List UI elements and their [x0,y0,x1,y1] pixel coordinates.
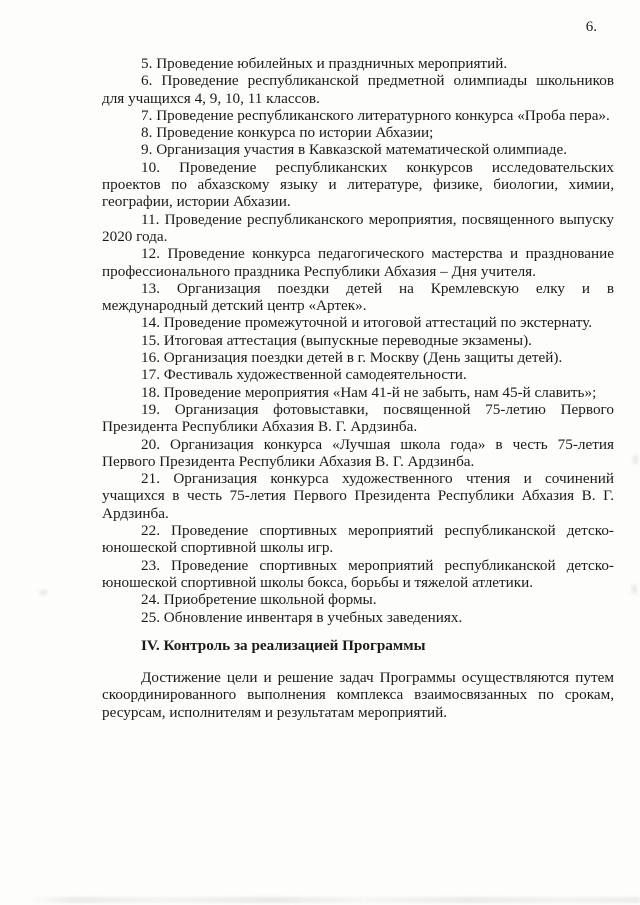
list-item-11: 11. Проведение республиканского мероприятия, посвященного выпуску 2020 года. [102,210,614,245]
document-body [102,55,614,721]
scan-artifact-speck [40,590,47,595]
closing-paragraph: Достижение цели и решение задач Программы осуществляются путем скоординированного выполнения комплекса взаимосвязанных по срокам, ресурсам, исполнителям и результатам мероприятий. [102,669,614,721]
list-item-21: 21. Организация конкурса художественного чтения и сочинений учащихся в честь 75-летия Первого Президента Республики Абхазия В. Г. Ардзинба. [102,470,614,522]
scan-artifact-speck [632,585,637,594]
list-item-12: 12. Проведение конкурса педагогического мастерства и празднование профессионального праздника Республики Абхазия – Дня учителя. [102,245,614,280]
list-item-25: 25. Обновление инвентаря в учебных заведениях. [141,608,463,626]
list-item-17: 17. Фестиваль художественной самодеятельности. [141,366,467,384]
list-item-13: 13. Организация поездки детей на Кремлевскую елку и в международный детский центр «Артек». [102,279,614,315]
list-item-7: 7. Проведение республиканского литературного конкурса «Проба пера». [141,106,610,124]
list-item-8: 8. Проведение конкурса по истории Абхазии; [141,124,434,142]
list-item-14: 14. Проведение промежуточной и итоговой аттестаций по экстернату. [141,314,593,332]
scan-artifact-speck [633,455,638,464]
scan-artifact-bottom-streak [28,897,640,903]
list-item-19: 19. Организация фотовыставки, посвященной 75-летию Первого Президента Республики Абхазия В. Г. Ардзинба. [102,400,614,436]
list-item-24: 24. Приобретение школьной формы. [141,591,377,609]
page-number: 6. [585,19,597,35]
list-item-20: 20. Организация конкурса «Лучшая школа года» в честь 75-летия Первого Президента Республики Абхазия В. Г. Ардзинба. [102,435,614,470]
list-item-22: 22. Проведение спортивных мероприятий республиканской детско-юношеской спортивной школы игр. [102,522,614,557]
list-item-15: 15. Итоговая аттестация (выпускные переводные экзамены). [141,331,532,349]
list-item-5: 5. Проведение юбилейных и праздничных мероприятий. [141,55,508,72]
list-item-23: 23. Проведение спортивных мероприятий республиканской детско-юношеской спортивной школы бокса, борьбы и тяжелой атлетики. [102,556,614,591]
list-item-10: 10. Проведение республиканских конкурсов исследовательских проектов по абхазскому языку и литературе, физике, биологии, химии, географии, истории Абхазии. [102,158,614,211]
section-heading: IV. Контроль за реализацией Программы [141,636,426,654]
list-item-9: 9. Организация участия в Кавказской математической олимпиаде. [141,141,568,159]
list-item-18: 18. Проведение мероприятия «Нам 41-й не забыть, нам 45-й славить»; [141,383,597,401]
list-item-16: 16. Организация поездки детей в г. Москву (День защиты детей). [141,349,563,367]
list-item-6: 6. Проведение республиканской предметной олимпиады школьников для учащихся 4, 9, 10, 11 классов. [102,72,614,107]
